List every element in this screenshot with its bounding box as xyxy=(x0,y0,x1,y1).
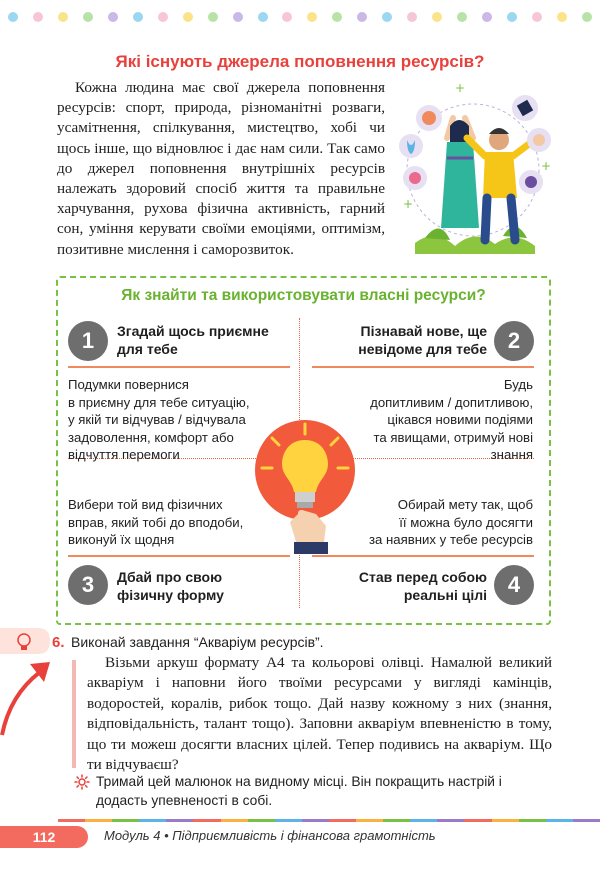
step-badge-4: 4 xyxy=(494,565,534,605)
footer-color-line xyxy=(58,819,600,822)
step-text-2-line: та явищами, отримуй нові xyxy=(373,429,533,445)
box-heading: Як знайти та використовувати власні ресурси? xyxy=(121,287,486,304)
footer-stripe-segment xyxy=(383,819,410,822)
step-text-1-line: у якій ти відчував / відчувала xyxy=(68,412,246,427)
step-title-1-line1: Згадай щось приємне xyxy=(117,323,269,339)
decorative-dot xyxy=(557,12,567,22)
intro-paragraph xyxy=(57,78,385,260)
step-rule-2 xyxy=(312,366,534,368)
step-rule-1 xyxy=(68,366,290,368)
lightbulb-icon xyxy=(250,410,360,560)
task-body xyxy=(87,653,552,775)
step-title-3 xyxy=(117,568,224,604)
decorative-dot xyxy=(58,12,68,22)
decorative-dot xyxy=(258,12,268,22)
footer-stripe-segment xyxy=(85,819,112,822)
task-side-bar xyxy=(72,660,76,768)
step-text-3-line: Вибери той вид фізичних xyxy=(68,497,223,512)
pointer-arrow-icon xyxy=(0,650,60,740)
decorative-dot xyxy=(307,12,317,22)
decorative-dot xyxy=(158,12,168,22)
decorative-dot xyxy=(183,12,193,22)
decorative-dot xyxy=(532,12,542,22)
task-number: 6. xyxy=(52,634,65,651)
step-title-4-line2: реальні цілі xyxy=(403,587,487,603)
step-text-2-line: допитливим / допитливою, xyxy=(370,394,533,410)
step-title-2 xyxy=(330,322,487,358)
svg-text:+: + xyxy=(403,197,414,211)
top-dot-row xyxy=(8,12,592,22)
footer-stripe-segment xyxy=(492,819,519,822)
decorative-dot xyxy=(357,12,367,22)
footer-stripe-segment xyxy=(546,819,573,822)
footer-stripe-segment xyxy=(275,819,302,822)
step-text-3-line: вправ, який тобі до вподоби, xyxy=(68,514,244,530)
step-text-3-line: виконуй їх щодня xyxy=(68,532,175,547)
footer-stripe-segment xyxy=(410,819,437,822)
decorative-dot xyxy=(83,12,93,22)
decorative-dot xyxy=(482,12,492,22)
step-text-1-line: відчуття перемоги xyxy=(68,447,180,462)
step-text-1-line: в приємну для тебе ситуацію, xyxy=(68,394,250,410)
footer-stripe-segment xyxy=(112,819,139,822)
step-title-2-line2: невідоме для тебе xyxy=(358,341,487,357)
step-text-2-line: знання xyxy=(490,447,533,462)
step-text-2-line: Будь xyxy=(503,377,533,392)
decorative-dot xyxy=(432,12,442,22)
step-text-4-line: її можна було досягти xyxy=(399,514,533,530)
step-text-4-line: за наявних у тебе ресурсів xyxy=(368,532,533,547)
decorative-dot xyxy=(507,12,517,22)
step-title-4 xyxy=(330,568,487,604)
footer-stripe-segment xyxy=(329,819,356,822)
footer-stripe-segment xyxy=(464,819,491,822)
svg-text:+: + xyxy=(541,159,552,173)
step-badge-1: 1 xyxy=(68,321,108,361)
step-badge-2: 2 xyxy=(494,321,534,361)
step-title-1-line2: для тебе xyxy=(117,341,178,357)
decorative-dot xyxy=(33,12,43,22)
footer-stripe-segment xyxy=(166,819,193,822)
resources-illustration xyxy=(395,78,555,258)
svg-text:+: + xyxy=(455,81,466,95)
footer-stripe-segment xyxy=(139,819,166,822)
footer-stripe-segment xyxy=(221,819,248,822)
step-title-1 xyxy=(117,322,269,358)
decorative-dot xyxy=(332,12,342,22)
task-title: Виконай завдання “Акваріум ресурсів”. xyxy=(71,634,324,650)
step-text-1-line: задоволення, комфорт або xyxy=(68,429,234,445)
decorative-dot xyxy=(133,12,143,22)
page-number: 112 xyxy=(0,826,88,848)
step-text-1-line: Подумки повернися xyxy=(68,377,189,392)
decorative-dot xyxy=(282,12,292,22)
decorative-dot xyxy=(233,12,243,22)
decorative-dot xyxy=(457,12,467,22)
step-title-4-line1: Став перед собою xyxy=(358,569,487,585)
footer-stripe-segment xyxy=(437,819,464,822)
step-title-3-line1: Дбай про свою xyxy=(117,569,223,585)
tip-text: Тримай цей малюнок на видному місці. Він покращить настрій і додасть упевненості в собі. xyxy=(96,774,502,808)
step-title-2-line1: Пізнавай нове, ще xyxy=(360,323,487,339)
footer-stripe-segment xyxy=(58,819,85,822)
intro-text: Кожна людина має свої джерела поповнення ресурсів: спорт, природа, різноманітні розваги, усамітнення, спілкування, мистецтво, хобі чи щось інше, що відновлює і дає нам сили. Так само до джерел поповнення внутрішніх ресурсів належать здоровий спосіб життя та правильне харчування, рухова фізична активність, гарний сон, уміння керувати своїми емоціями, оптимізм, позитивне мислення і саморозвиток. xyxy=(57,79,385,258)
decorative-dot xyxy=(407,12,417,22)
footer-stripe-segment xyxy=(519,819,546,822)
decorative-dot xyxy=(108,12,118,22)
section-heading: Які існують джерела поповнення ресурсів? xyxy=(115,52,485,71)
decorative-dot xyxy=(582,12,592,22)
decorative-dot xyxy=(382,12,392,22)
footer-module-title: Модуль 4 • Підприємливість і фінансова грамотність xyxy=(104,828,436,843)
step-text-2-line: цікався новими подіями xyxy=(387,412,533,427)
step-badge-3: 3 xyxy=(68,565,108,605)
sun-icon xyxy=(74,774,90,790)
footer-stripe-segment xyxy=(248,819,275,822)
decorative-dot xyxy=(8,12,18,22)
step-title-3-line2: фізичну форму xyxy=(117,587,224,603)
decorative-dot xyxy=(208,12,218,22)
footer-stripe-segment xyxy=(356,819,383,822)
footer-stripe-segment xyxy=(193,819,220,822)
footer-stripe-segment xyxy=(302,819,329,822)
step-text-4-line: Обирай мету так, щоб xyxy=(397,497,533,512)
task-body-text: Візьми аркуш формату А4 та кольорові олівці. Намалюй великий акваріум і наповни його твоїми ресурсами у вигляді камінців, водоростей, коралів, рибок тощо. Дай назву кожному з них (знання, відповідальність, талант тощо). Заповни акваріум впевненістю в тому, що ти можеш досягти власних цілей. Тепер подивись на акваріум. Що ти відчуваєш? xyxy=(87,654,552,774)
footer-stripe-segment xyxy=(573,819,600,822)
